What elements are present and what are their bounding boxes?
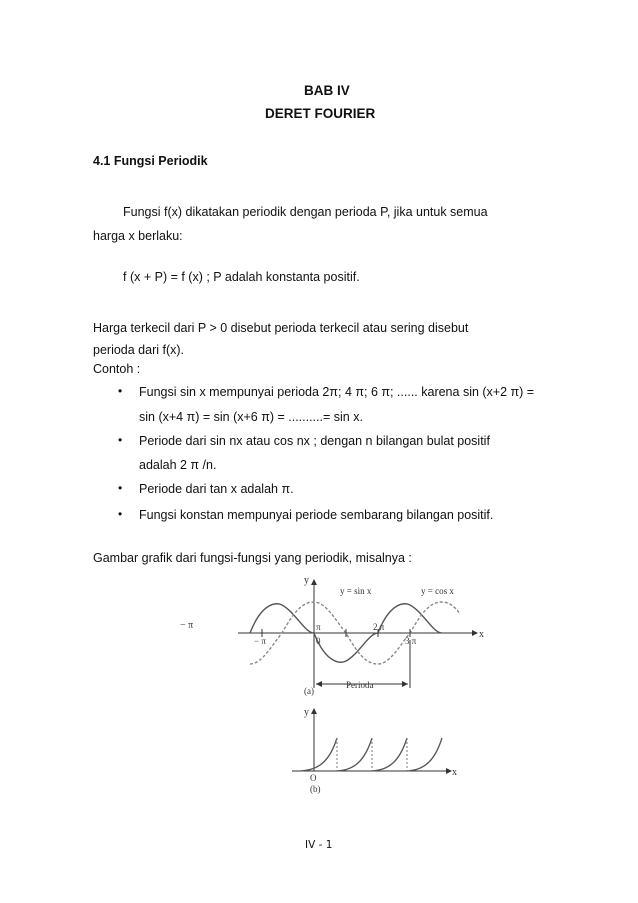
curve-b-4	[407, 738, 442, 771]
bullet-text: Fungsi konstan mempunyai periode sembarang bilangan positif.	[139, 508, 494, 522]
contoh-label: Contoh :	[93, 362, 141, 376]
label-neg-pi: − π	[254, 636, 266, 646]
x-axis-arrow	[472, 630, 478, 636]
caption-b: (b)	[310, 784, 321, 794]
period-arrow-right	[402, 681, 408, 687]
caption-a: (a)	[304, 686, 314, 696]
label-neg-pi-outer: − π	[180, 620, 194, 631]
formula: f (x + P) = f (x) ; P adalah konstanta positif.	[123, 270, 360, 284]
bullet-text: Fungsi sin x mempunyai perioda 2π; 4 π; 6 π; ...... karena sin (x+2 π) =	[139, 385, 535, 399]
label-x-b: x	[452, 767, 457, 778]
label-2pi: 2 π	[373, 622, 385, 632]
curve-b-1	[300, 738, 337, 771]
bullet-icon: •	[118, 481, 123, 495]
section-heading: 4.1 Fungsi Periodik	[93, 154, 208, 168]
bullet-icon: •	[118, 507, 123, 521]
bullet-text: Periode dari tan x adalah π.	[139, 482, 294, 496]
chapter-title: DERET FOURIER	[265, 106, 376, 121]
paragraph-line: perioda dari f(x).	[93, 343, 185, 357]
label-origin-b: O	[310, 773, 317, 783]
paragraph-line: Harga terkecil dari P > 0 disebut perioda terkecil atau sering disebut	[93, 321, 469, 335]
y-axis-arrow	[311, 579, 317, 585]
label-zero: 0	[316, 636, 321, 646]
bullet-icon: •	[118, 384, 123, 398]
period-arrow-left	[316, 681, 322, 687]
label-pi: π	[316, 622, 321, 632]
bullet-text: adalah 2 π /n.	[139, 458, 217, 472]
bullet-icon: •	[118, 433, 123, 447]
label-y-b: y	[304, 707, 309, 718]
paragraph-line: harga x berlaku:	[93, 229, 183, 243]
curve-b-2	[337, 738, 372, 771]
label-sin: y = sin x	[340, 586, 372, 596]
label-cos: y = cos x	[421, 586, 454, 596]
paragraph-line: Fungsi f(x) dikatakan periodik dengan perioda P, jika untuk semua	[123, 205, 488, 219]
label-3pi: 3 π	[405, 636, 417, 646]
curve-b-3	[372, 738, 407, 771]
bullet-text: Periode dari sin nx atau cos nx ; dengan n bilangan bulat positif	[139, 434, 490, 448]
page-number: IV - 1	[305, 839, 333, 851]
bullet-text: sin (x+4 π) = sin (x+6 π) = ..........= sin x.	[139, 410, 363, 424]
y-axis-b-arrow	[311, 708, 317, 714]
chapter-label: BAB IV	[304, 83, 350, 98]
label-periode: Perioda	[346, 680, 374, 690]
label-x: x	[479, 629, 484, 640]
figure-intro: Gambar grafik dari fungsi-fungsi yang periodik, misalnya :	[93, 551, 412, 565]
label-y: y	[304, 575, 309, 586]
